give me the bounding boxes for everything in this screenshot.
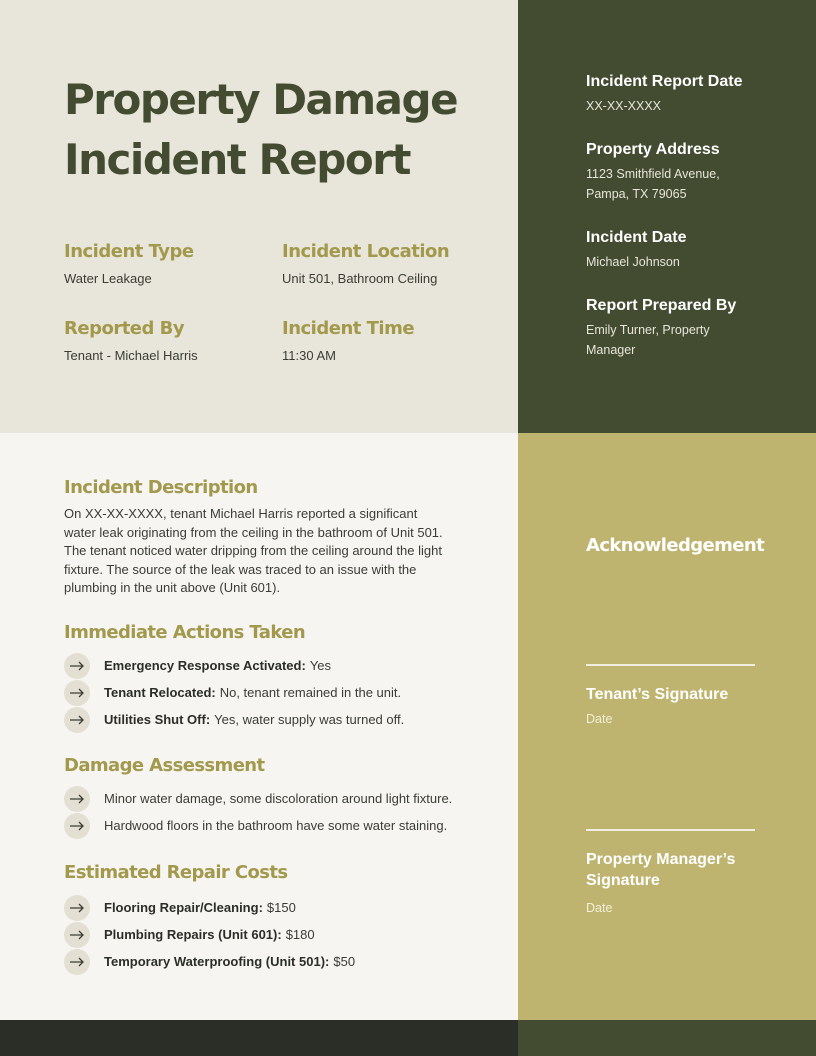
incident-time-value: 11:30 AM — [282, 348, 336, 363]
footer-bar-left — [0, 1020, 518, 1056]
prepared-by-label: Report Prepared By — [586, 297, 737, 314]
cost-label: Plumbing Repairs (Unit 601): — [104, 927, 282, 942]
incident-time-field — [282, 317, 414, 365]
prepared-by-field — [586, 295, 786, 360]
action-value: No, tenant remained in the unit. — [219, 685, 402, 700]
list-item — [64, 894, 494, 921]
arrow-right-icon — [64, 680, 90, 706]
reported-by-label: Reported By — [64, 318, 185, 339]
incident-description-text: On XX-XX-XXXX, tenant Michael Harris reported a significant water leak originating from the ceiling in the bathroom of Unit 501. The tenant noticed water dripping from the ceiling around the light fixture. The source of the leak was traced to an issue with the plumbing in the unit above (Unit 601). — [64, 506, 443, 595]
arrow-right-icon — [64, 707, 90, 733]
arrow-right-icon — [64, 895, 90, 921]
list-item — [64, 812, 494, 839]
header-panel — [0, 0, 518, 433]
incident-location-field — [282, 240, 449, 288]
incident-location-value: Unit 501, Bathroom Ceiling — [282, 271, 438, 286]
costs-heading: Estimated Repair Costs — [64, 862, 288, 883]
incident-type-label: Incident Type — [64, 241, 194, 262]
cost-value: $150 — [266, 900, 296, 915]
list-item — [64, 948, 494, 975]
incident-type-field — [64, 240, 194, 288]
incident-date-value: Michael Johnson — [586, 255, 680, 269]
incident-date-field — [586, 227, 786, 272]
reported-by-value: Tenant - Michael Harris — [64, 348, 198, 363]
arrow-right-icon — [64, 922, 90, 948]
tenant-date-label: Date — [586, 712, 613, 726]
arrow-right-icon — [64, 786, 90, 812]
prepared-by-line2: Manager — [586, 343, 636, 357]
action-value: Yes, water supply was turned off. — [214, 712, 405, 727]
action-label: Utilities Shut Off: — [104, 712, 211, 727]
list-item — [64, 785, 494, 812]
incident-type-value: Water Leakage — [64, 271, 152, 286]
cost-value: $50 — [333, 954, 356, 969]
details-sidebar — [518, 0, 816, 433]
report-date-field — [586, 71, 786, 116]
incident-date-label: Incident Date — [586, 229, 687, 246]
tenant-signature-label: Tenant’s Signature — [586, 686, 729, 703]
property-address-line2: Pampa, TX 79065 — [586, 187, 687, 201]
incident-description-heading: Incident Description — [64, 477, 258, 498]
acknowledgement-panel — [518, 433, 816, 1020]
reported-by-field — [64, 317, 198, 365]
list-item — [64, 921, 494, 948]
report-date-value: XX-XX-XXXX — [586, 99, 662, 113]
costs-list — [64, 894, 494, 975]
prepared-by-line1: Emily Turner, Property — [586, 323, 710, 337]
list-item — [64, 706, 494, 733]
action-value: Yes — [309, 658, 332, 673]
action-label: Tenant Relocated: — [104, 685, 216, 700]
manager-date-label: Date — [586, 901, 613, 915]
damage-heading: Damage Assessment — [64, 755, 265, 776]
footer-bar-right — [518, 1020, 816, 1056]
cost-label: Temporary Waterproofing (Unit 501): — [104, 954, 330, 969]
actions-list — [64, 652, 494, 733]
damage-value: Hardwood floors in the bathroom have some water staining. — [104, 818, 448, 833]
manager-signature-label: Property Manager’s Signature — [586, 851, 736, 889]
damage-list — [64, 785, 494, 839]
property-address-field — [586, 139, 786, 204]
arrow-right-icon — [64, 653, 90, 679]
action-label: Emergency Response Activated: — [104, 658, 306, 673]
manager-signature-line[interactable] — [586, 829, 755, 831]
page-title: Property Damage Incident Report — [64, 75, 458, 184]
incident-location-label: Incident Location — [282, 241, 450, 262]
arrow-right-icon — [64, 949, 90, 975]
arrow-right-icon — [64, 813, 90, 839]
cost-label: Flooring Repair/Cleaning: — [104, 900, 263, 915]
acknowledgement-heading: Acknowledgement — [586, 535, 765, 556]
incident-time-label: Incident Time — [282, 318, 415, 339]
damage-value: Minor water damage, some discoloration around light fixture. — [104, 791, 453, 806]
report-date-label: Incident Report Date — [586, 73, 743, 90]
tenant-signature-line[interactable] — [586, 664, 755, 666]
cost-value: $180 — [285, 927, 315, 942]
actions-heading: Immediate Actions Taken — [64, 622, 306, 643]
list-item — [64, 652, 494, 679]
property-address-label: Property Address — [586, 141, 720, 158]
list-item — [64, 679, 494, 706]
property-address-line1: 1123 Smithfield Avenue, — [586, 167, 720, 181]
